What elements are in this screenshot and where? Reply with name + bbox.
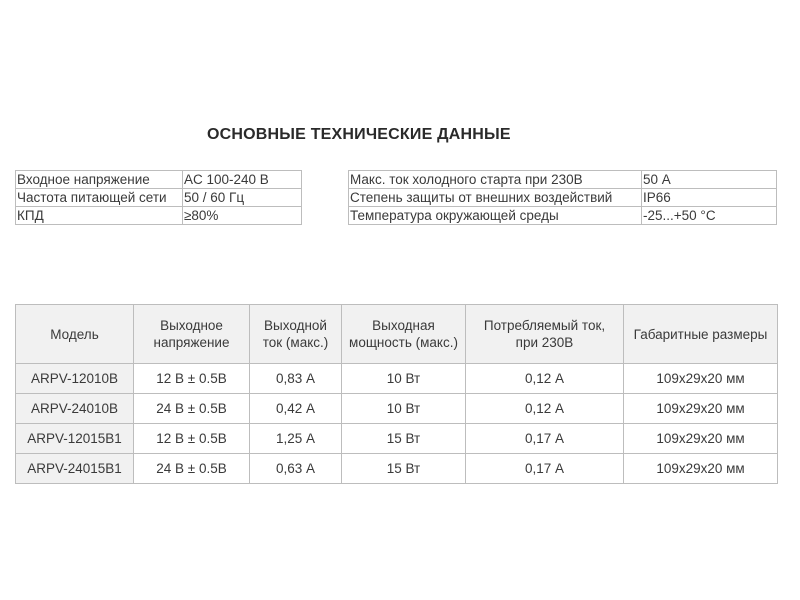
- cell-current: 0,42 А: [250, 394, 342, 424]
- spec-key: КПД: [16, 207, 183, 225]
- cell-current: 0,83 А: [250, 364, 342, 394]
- spec-row: [16, 171, 302, 189]
- header-output-power: [342, 305, 466, 364]
- models-table: [15, 304, 778, 484]
- header-line: ток (макс.): [262, 335, 329, 350]
- cell-voltage: 24 В ± 0.5В: [134, 394, 250, 424]
- cell-model: ARPV-12010B: [16, 364, 134, 394]
- spec-row: [16, 189, 302, 207]
- spec-row: [349, 207, 777, 225]
- cell-power: 10 Вт: [342, 394, 466, 424]
- header-output-voltage: [134, 305, 250, 364]
- header-line: при 230В: [515, 335, 574, 350]
- header-line: Габаритные размеры: [633, 326, 768, 342]
- cell-dimensions: 109x29x20 мм: [624, 394, 778, 424]
- cell-model: ARPV-24010B: [16, 394, 134, 424]
- spec-value: 50 / 60 Гц: [183, 189, 302, 207]
- cell-input-current: 0,12 А: [466, 394, 624, 424]
- header-line: Потребляемый ток,: [483, 318, 606, 333]
- table-row: [16, 454, 778, 484]
- spec-row: [16, 207, 302, 225]
- cell-dimensions: 109x29x20 мм: [624, 364, 778, 394]
- cell-model: ARPV-12015B1: [16, 424, 134, 454]
- table-row: [16, 364, 778, 394]
- cell-input-current: 0,17 А: [466, 454, 624, 484]
- header-line: мощность (макс.): [349, 335, 458, 350]
- cell-input-current: 0,17 А: [466, 424, 624, 454]
- spec-table-right: [348, 170, 777, 225]
- header-line: Модель: [50, 326, 99, 342]
- cell-dimensions: 109x29x20 мм: [624, 424, 778, 454]
- header-output-current: [250, 305, 342, 364]
- header-line: Выходная: [372, 318, 435, 333]
- spec-key: Частота питающей сети: [16, 189, 183, 207]
- header-line: Выходное: [160, 318, 223, 333]
- spec-value: 50 А: [642, 171, 777, 189]
- spec-key: Степень защиты от внешних воздействий: [349, 189, 642, 207]
- cell-current: 1,25 А: [250, 424, 342, 454]
- spec-table-left: [15, 170, 302, 225]
- table-row: [16, 394, 778, 424]
- header-model: [16, 305, 134, 364]
- cell-current: 0,63 А: [250, 454, 342, 484]
- spec-value: ≥80%: [183, 207, 302, 225]
- spec-value: AC 100-240 В: [183, 171, 302, 189]
- header-line: напряжение: [153, 335, 230, 350]
- spec-row: [349, 171, 777, 189]
- table-header-row: [16, 305, 778, 364]
- spec-row: [349, 189, 777, 207]
- header-dimensions: [624, 305, 778, 364]
- header-input-current: [466, 305, 624, 364]
- cell-model: ARPV-24015B1: [16, 454, 134, 484]
- cell-voltage: 12 В ± 0.5В: [134, 364, 250, 394]
- cell-power: 10 Вт: [342, 364, 466, 394]
- cell-voltage: 24 В ± 0.5В: [134, 454, 250, 484]
- spec-key: Температура окружающей среды: [349, 207, 642, 225]
- cell-power: 15 Вт: [342, 424, 466, 454]
- cell-input-current: 0,12 А: [466, 364, 624, 394]
- spec-value: IP66: [642, 189, 777, 207]
- cell-power: 15 Вт: [342, 454, 466, 484]
- header-line: Выходной: [264, 318, 327, 333]
- page-title: ОСНОВНЫЕ ТЕХНИЧЕСКИЕ ДАННЫЕ: [207, 126, 511, 143]
- spec-value: -25...+50 °С: [642, 207, 777, 225]
- spec-key: Макс. ток холодного старта при 230В: [349, 171, 642, 189]
- cell-dimensions: 109x29x20 мм: [624, 454, 778, 484]
- table-row: [16, 424, 778, 454]
- spec-key: Входное напряжение: [16, 171, 183, 189]
- cell-voltage: 12 В ± 0.5В: [134, 424, 250, 454]
